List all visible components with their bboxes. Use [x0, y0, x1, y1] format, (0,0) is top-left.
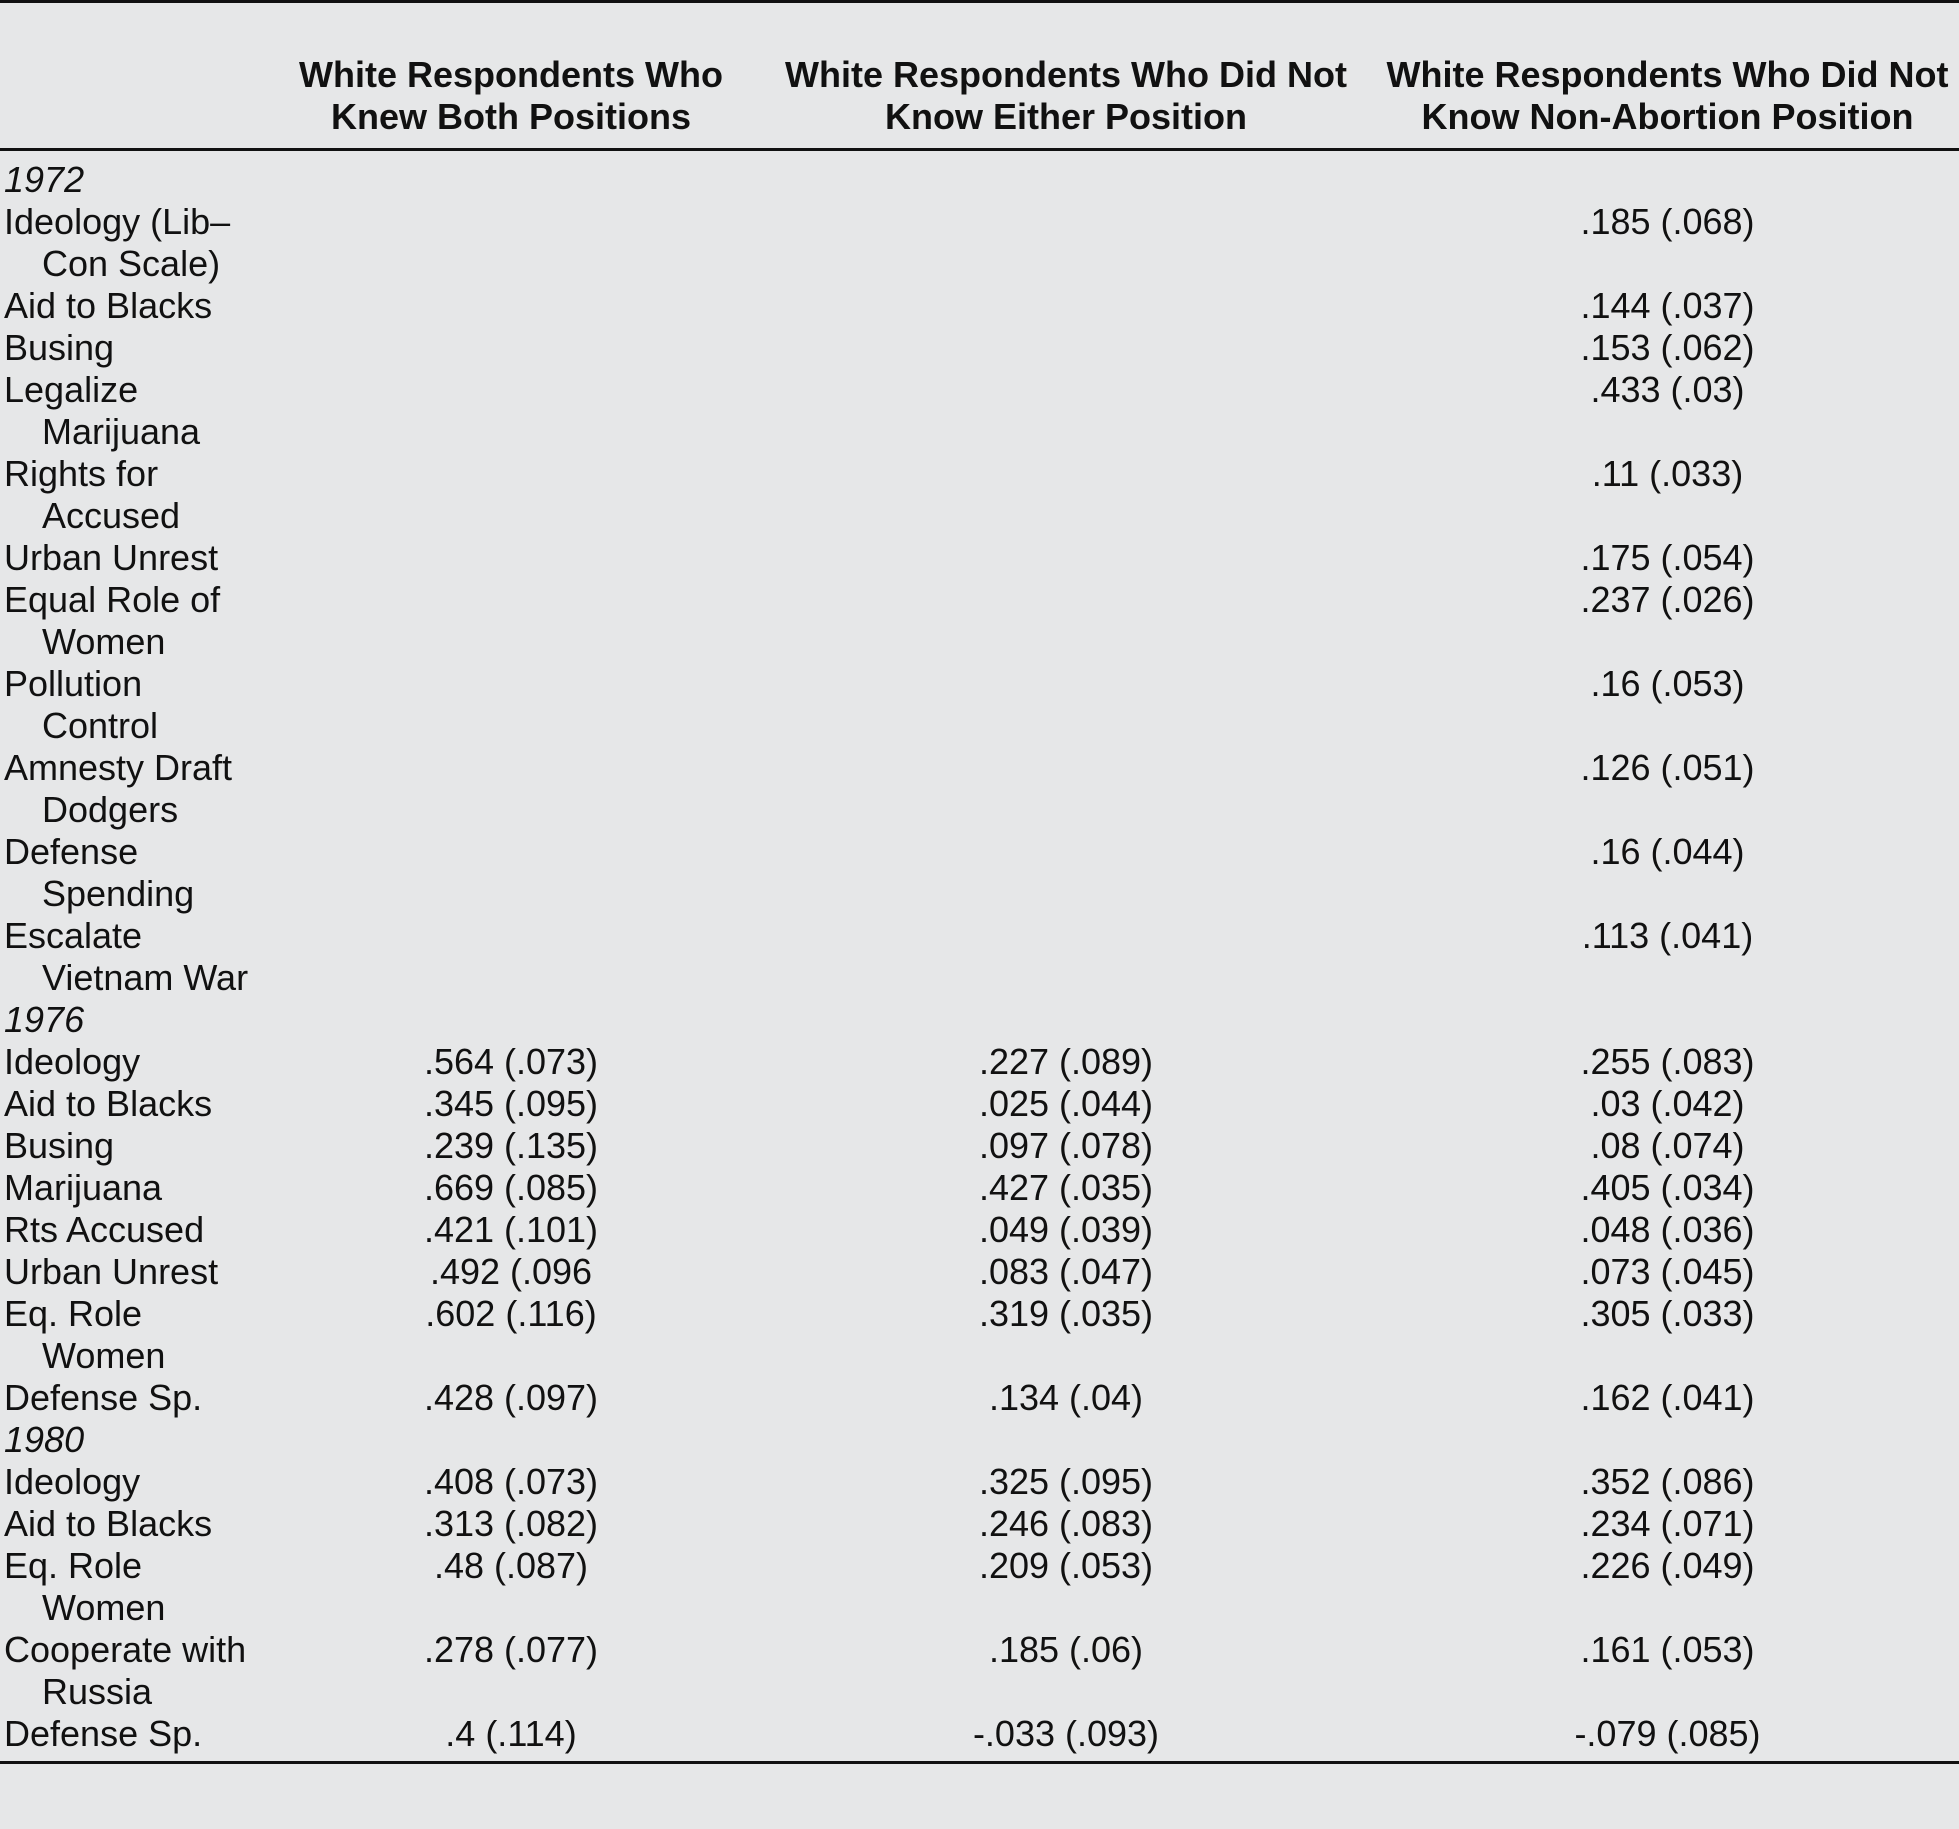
row-label: Rights for Accused	[4, 453, 181, 536]
cell-value: .162 (.041)	[1580, 1377, 1755, 1418]
row-label: Escalate Vietnam War	[4, 915, 249, 998]
cell-value	[756, 663, 1376, 747]
row-label: Urban Unrest	[4, 537, 219, 578]
cell-value	[756, 369, 1376, 453]
row-label: Eq. Role Women	[4, 1545, 166, 1628]
cell-value	[266, 747, 756, 831]
row-label: Aid to Blacks	[4, 285, 213, 326]
cell-value	[266, 201, 756, 285]
bottom-rule	[0, 1761, 1959, 1764]
row-label: Amnesty Draft Dodgers	[4, 747, 233, 830]
cell-value	[756, 201, 1376, 285]
header-knew-both: White Respondents Who Knew Both Positions	[299, 54, 723, 137]
cell-value: .405 (.034)	[1580, 1167, 1755, 1208]
cell-value: .16 (.044)	[1590, 831, 1745, 872]
cell-value: .305 (.033)	[1580, 1293, 1755, 1334]
cell-value: .427 (.035)	[978, 1167, 1154, 1208]
cell-value: .175 (.054)	[1580, 537, 1755, 578]
row-label: Aid to Blacks	[4, 1503, 213, 1544]
table-row	[0, 915, 1959, 999]
row-label: Ideology	[4, 1041, 141, 1082]
cell-value: .049 (.039)	[978, 1209, 1154, 1250]
cell-value: .03 (.042)	[1590, 1083, 1745, 1124]
row-label: Defense Sp.	[4, 1713, 203, 1754]
cell-value: .08 (.074)	[1590, 1125, 1745, 1166]
table-row	[0, 1461, 1959, 1503]
cell-value: .255 (.083)	[1580, 1041, 1755, 1082]
table-body	[0, 150, 1959, 1756]
cell-value: .278 (.077)	[423, 1629, 599, 1670]
cell-value: .237 (.026)	[1580, 579, 1755, 620]
cell-value: .313 (.082)	[423, 1503, 599, 1544]
header-not-know-non-abortion: White Respondents Who Did Not Know Non-Abortion Position	[1386, 54, 1949, 137]
cell-value: .48 (.087)	[433, 1545, 589, 1586]
cell-value: .352 (.086)	[1580, 1461, 1755, 1502]
row-label: Eq. Role Women	[4, 1293, 166, 1376]
table-row	[0, 369, 1959, 453]
cell-value	[266, 915, 756, 999]
cell-value: .185 (.068)	[1580, 201, 1755, 242]
cell-value: .602 (.116)	[425, 1293, 597, 1334]
row-label: Rts Accused	[4, 1209, 205, 1250]
row-label: Busing	[4, 327, 115, 368]
cell-value: .025 (.044)	[978, 1083, 1154, 1124]
year-label: 1980	[4, 1419, 85, 1460]
year-label: 1976	[4, 999, 85, 1040]
cell-value	[266, 579, 756, 663]
table-row	[0, 1125, 1959, 1167]
cell-value	[756, 537, 1376, 579]
cell-value: .134 (.04)	[988, 1377, 1144, 1418]
cell-value: .185 (.06)	[988, 1629, 1144, 1670]
table-row	[0, 201, 1959, 285]
table-row	[0, 537, 1959, 579]
row-label: Marijuana	[4, 1167, 163, 1208]
cell-value	[266, 369, 756, 453]
year-row	[0, 150, 1959, 202]
row-label: Pollution Control	[4, 663, 159, 746]
header-row	[0, 2, 1959, 150]
cell-value: .11 (.033)	[1591, 453, 1744, 494]
cell-value: .246 (.083)	[978, 1503, 1154, 1544]
header-knew-neither: White Respondents Who Did Not Know Either Position	[785, 54, 1347, 137]
table-row	[0, 453, 1959, 537]
row-label: Legalize Marijuana	[4, 369, 201, 452]
year-row	[0, 999, 1959, 1041]
year-label: 1972	[4, 159, 85, 200]
row-label: Equal Role of Women	[4, 579, 221, 662]
cell-value	[756, 453, 1376, 537]
table-row	[0, 1083, 1959, 1125]
cell-value: -.079 (.085)	[1574, 1713, 1761, 1754]
cell-value: .126 (.051)	[1580, 747, 1755, 788]
row-label: Aid to Blacks	[4, 1083, 213, 1124]
cell-value: .209 (.053)	[978, 1545, 1154, 1586]
cell-value: .325 (.095)	[978, 1461, 1154, 1502]
cell-value: .113 (.041)	[1581, 915, 1754, 956]
cell-value: .319 (.035)	[978, 1293, 1154, 1334]
cell-value: .153 (.062)	[1580, 327, 1755, 368]
table-header	[0, 2, 1959, 150]
cell-value: .097 (.078)	[978, 1125, 1154, 1166]
cell-value: .239 (.135)	[423, 1125, 599, 1166]
cell-value	[266, 831, 756, 915]
cell-value: .073 (.045)	[1580, 1251, 1755, 1292]
cell-value	[756, 327, 1376, 369]
table-row	[0, 1041, 1959, 1083]
table-row	[0, 285, 1959, 327]
header-label-column	[0, 2, 266, 150]
cell-value: .564 (.073)	[423, 1041, 599, 1082]
table-row	[0, 1293, 1959, 1377]
cell-value: .408 (.073)	[423, 1461, 599, 1502]
cell-value: .492 (.096	[429, 1251, 593, 1292]
cell-value: .669 (.085)	[423, 1167, 599, 1208]
cell-value	[266, 285, 756, 327]
cell-value: .161 (.053)	[1580, 1629, 1755, 1670]
table-row	[0, 1713, 1959, 1755]
cell-value	[756, 915, 1376, 999]
table-row	[0, 1167, 1959, 1209]
row-label: Ideology (Lib–Con Scale)	[4, 201, 231, 284]
cell-value	[266, 327, 756, 369]
cell-value: -.033 (.093)	[972, 1713, 1160, 1754]
row-label: Defense Sp.	[4, 1377, 203, 1418]
cell-value	[756, 285, 1376, 327]
cell-value	[756, 579, 1376, 663]
table-row	[0, 579, 1959, 663]
cell-value: .345 (.095)	[423, 1083, 599, 1124]
cell-value: .227 (.089)	[978, 1041, 1154, 1082]
table-row	[0, 747, 1959, 831]
cell-value: .433 (.03)	[1590, 369, 1745, 410]
table-row	[0, 663, 1959, 747]
cell-value: .083 (.047)	[978, 1251, 1154, 1292]
cell-value	[756, 831, 1376, 915]
cell-value: .048 (.036)	[1580, 1209, 1755, 1250]
year-row	[0, 1419, 1959, 1461]
cell-value: .144 (.037)	[1580, 285, 1755, 326]
table-row	[0, 1377, 1959, 1419]
table-row	[0, 1629, 1959, 1713]
row-label: Busing	[4, 1125, 115, 1166]
table-row	[0, 1251, 1959, 1293]
cell-value	[756, 747, 1376, 831]
row-label: Urban Unrest	[4, 1251, 219, 1292]
cell-value: .16 (.053)	[1590, 663, 1745, 704]
cell-value: .226 (.049)	[1580, 1545, 1755, 1586]
row-label: Defense Spending	[4, 831, 195, 914]
cell-value: .428 (.097)	[423, 1377, 599, 1418]
table-row	[0, 1503, 1959, 1545]
table-row	[0, 831, 1959, 915]
row-label: Cooperate with Russia	[4, 1629, 247, 1712]
cell-value	[266, 537, 756, 579]
cell-value: .234 (.071)	[1580, 1503, 1755, 1544]
cell-value: .4 (.114)	[445, 1713, 577, 1754]
table-row	[0, 1545, 1959, 1629]
row-label: Ideology	[4, 1461, 141, 1502]
table-row	[0, 327, 1959, 369]
table-row	[0, 1209, 1959, 1251]
cell-value	[266, 663, 756, 747]
cell-value: .421 (.101)	[423, 1209, 599, 1250]
cell-value	[266, 453, 756, 537]
